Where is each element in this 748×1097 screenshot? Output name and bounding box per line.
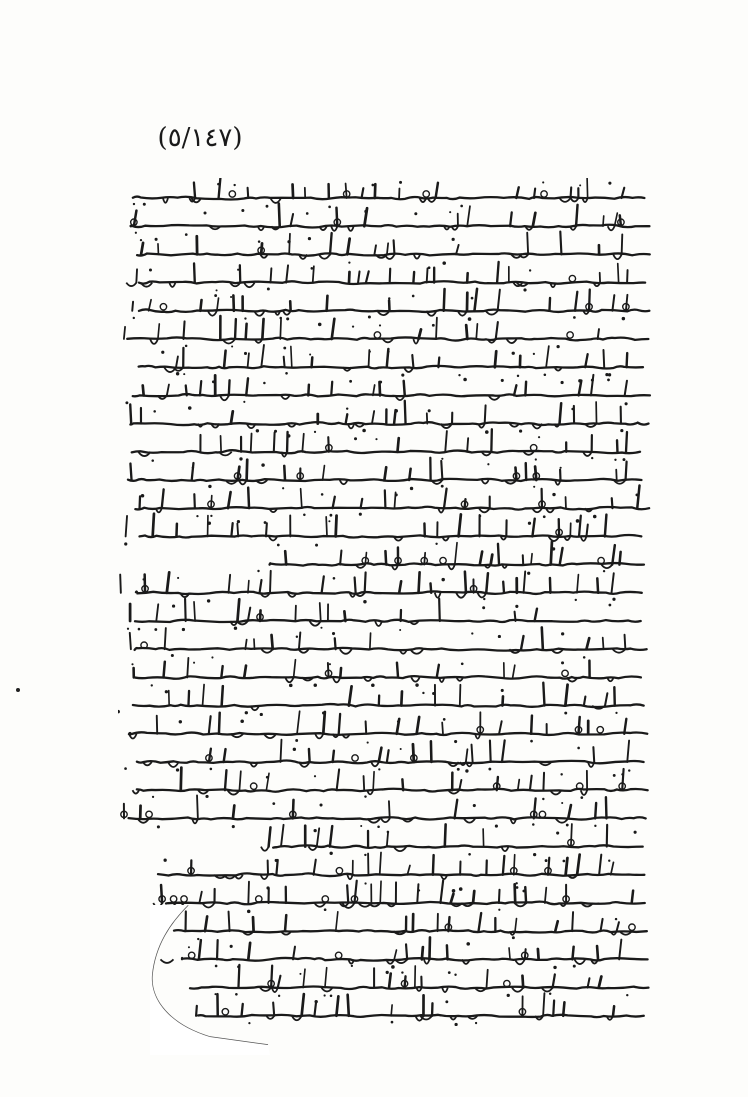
manuscript-line bbox=[124, 740, 643, 773]
manuscript-line bbox=[137, 232, 650, 265]
manuscript-line bbox=[124, 514, 641, 547]
manuscript-line bbox=[124, 316, 648, 349]
manuscript-line bbox=[120, 571, 642, 604]
folio-number: (٥/١٤٧) bbox=[157, 123, 243, 153]
manuscript-line bbox=[118, 683, 644, 716]
manuscript-line bbox=[133, 768, 648, 801]
manuscript-line bbox=[127, 599, 641, 631]
manuscript-line bbox=[131, 204, 650, 236]
manuscript-line bbox=[132, 289, 649, 321]
manuscript-line bbox=[158, 852, 644, 884]
torn-corner-edge bbox=[150, 905, 270, 1055]
manuscript-line bbox=[257, 542, 644, 575]
manuscript-line bbox=[261, 824, 643, 856]
manuscript-line bbox=[135, 486, 649, 519]
manuscript-line bbox=[130, 401, 648, 434]
manuscript-line bbox=[121, 795, 646, 828]
manuscript-line bbox=[132, 429, 640, 462]
manuscript-line bbox=[139, 345, 643, 377]
manuscript-line bbox=[130, 627, 647, 658]
manuscript-line bbox=[125, 375, 649, 405]
manuscript-line bbox=[118, 711, 647, 744]
manuscript-line bbox=[128, 458, 641, 490]
manuscript-line bbox=[131, 658, 640, 687]
manuscript-line bbox=[133, 178, 645, 208]
ink-spot bbox=[16, 688, 20, 692]
manuscript-line bbox=[126, 262, 645, 292]
